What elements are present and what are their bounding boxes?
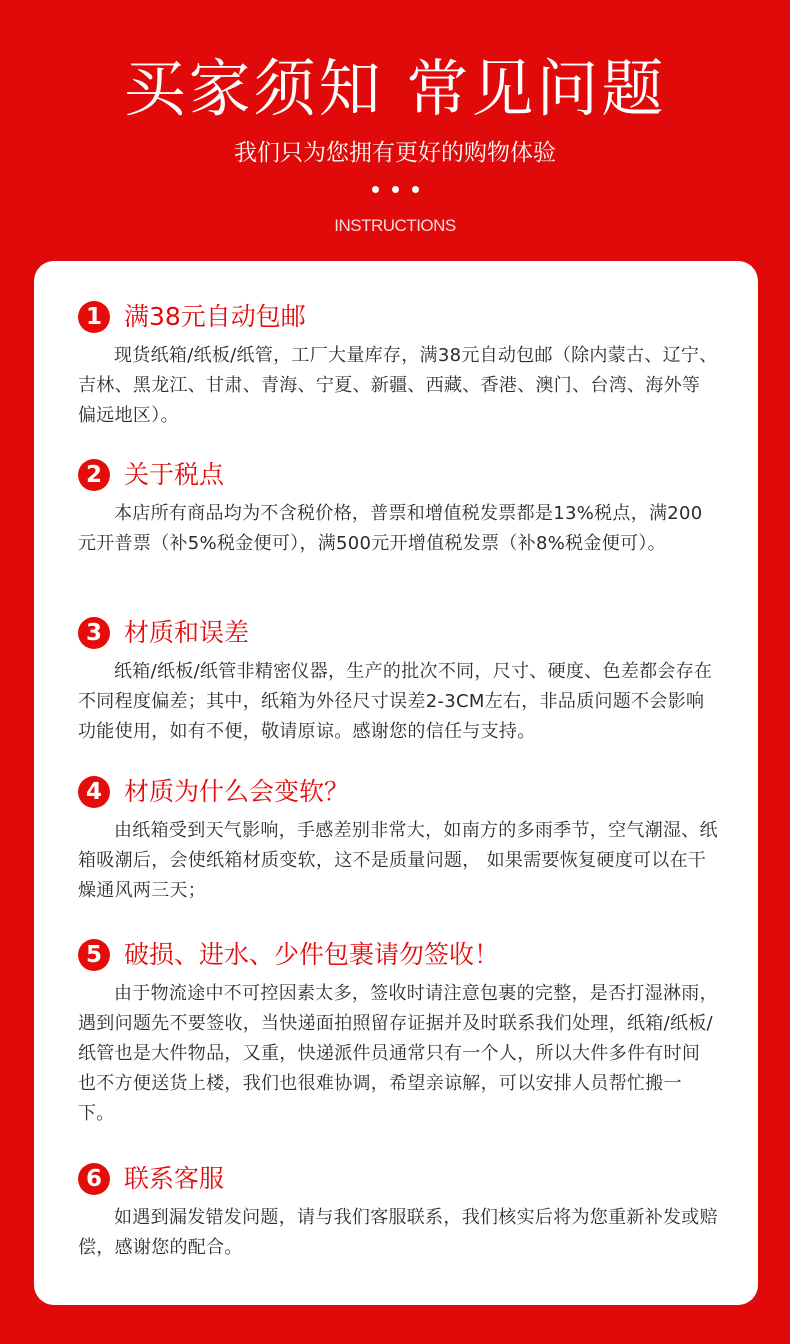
notice-section-5	[78, 935, 718, 1129]
dot-icon	[392, 186, 399, 193]
section-body: 本店所有商品均为不含税价格，普票和增值税发票都是13%税点，满200元开普票（补5%税金便可），满500元开增值税发票（补8%税金便可）。	[78, 503, 703, 554]
section-body: 现货纸箱/纸板/纸管，工厂大量库存，满38元自动包邮（除内蒙古、辽宁、吉林、黑龙江、甘肃、青海、宁夏、新疆、西藏、香港、澳门、台湾、海外等偏远地区）。	[78, 345, 718, 426]
english-caption: INSTRUCTIONS	[334, 216, 456, 235]
section-body: 由纸箱受到天气影响，手感差别非常大，如南方的多雨季节，空气潮湿、纸箱吸潮后，会使纸箱材质变软，这不是质量问题， 如果需要恢复硬度可以在干燥通风两三天；	[78, 820, 718, 901]
section-body: 如遇到漏发错发问题，请与我们客服联系，我们核实后将为您重新补发或赔偿，感谢您的配合。	[78, 1207, 718, 1258]
number-badge: 5	[78, 939, 110, 971]
section-title: 材质和误差	[124, 618, 250, 647]
number-badge: 1	[78, 301, 110, 333]
section-title: 满38元自动包邮	[124, 302, 306, 331]
notice-section-6	[78, 1159, 718, 1263]
section-body: 纸箱/纸板/纸管非精密仪器，生产的批次不同，尺寸、硬度、色差都会存在不同程度偏差；其中，纸箱为外径尺寸误差2-3CM左右，非品质问题不会影响功能使用，如有不便，敬请原谅。感谢您的信任与支持。	[78, 661, 713, 742]
page-subtitle: 我们只为您拥有更好的购物体验	[234, 140, 556, 166]
number-badge: 2	[78, 459, 110, 491]
dot-icon	[412, 186, 419, 193]
page-title: 买家须知 常见问题	[123, 52, 667, 125]
notice-section-1	[78, 297, 718, 431]
notice-section-2	[78, 455, 718, 559]
section-title: 关于税点	[124, 460, 225, 489]
section-body: 由于物流途中不可控因素太多，签收时请注意包裹的完整，是否打湿淋雨，遇到问题先不要签收，当快递面拍照留存证据并及时联系我们处理，纸箱/纸板/纸管也是大件物品，又重，快递派件员通常只有一个人，所以大件多件有时间也不方便送货上楼，我们也很难协调，希望亲谅解，可以安排人员帮忙搬一下。	[78, 983, 718, 1124]
section-title: 材质为什么会变软？	[124, 777, 350, 806]
section-title: 破损、进水、少件包裹请勿签收！	[124, 940, 500, 969]
notice-section-4	[78, 772, 718, 906]
section-title: 联系客服	[124, 1164, 225, 1193]
decorative-dots	[0, 186, 790, 193]
page-header	[0, 0, 790, 260]
dot-icon	[372, 186, 379, 193]
notice-card	[34, 261, 758, 1305]
number-badge: 6	[78, 1163, 110, 1195]
number-badge: 4	[78, 776, 110, 808]
number-badge: 3	[78, 617, 110, 649]
notice-section-3	[78, 613, 718, 747]
